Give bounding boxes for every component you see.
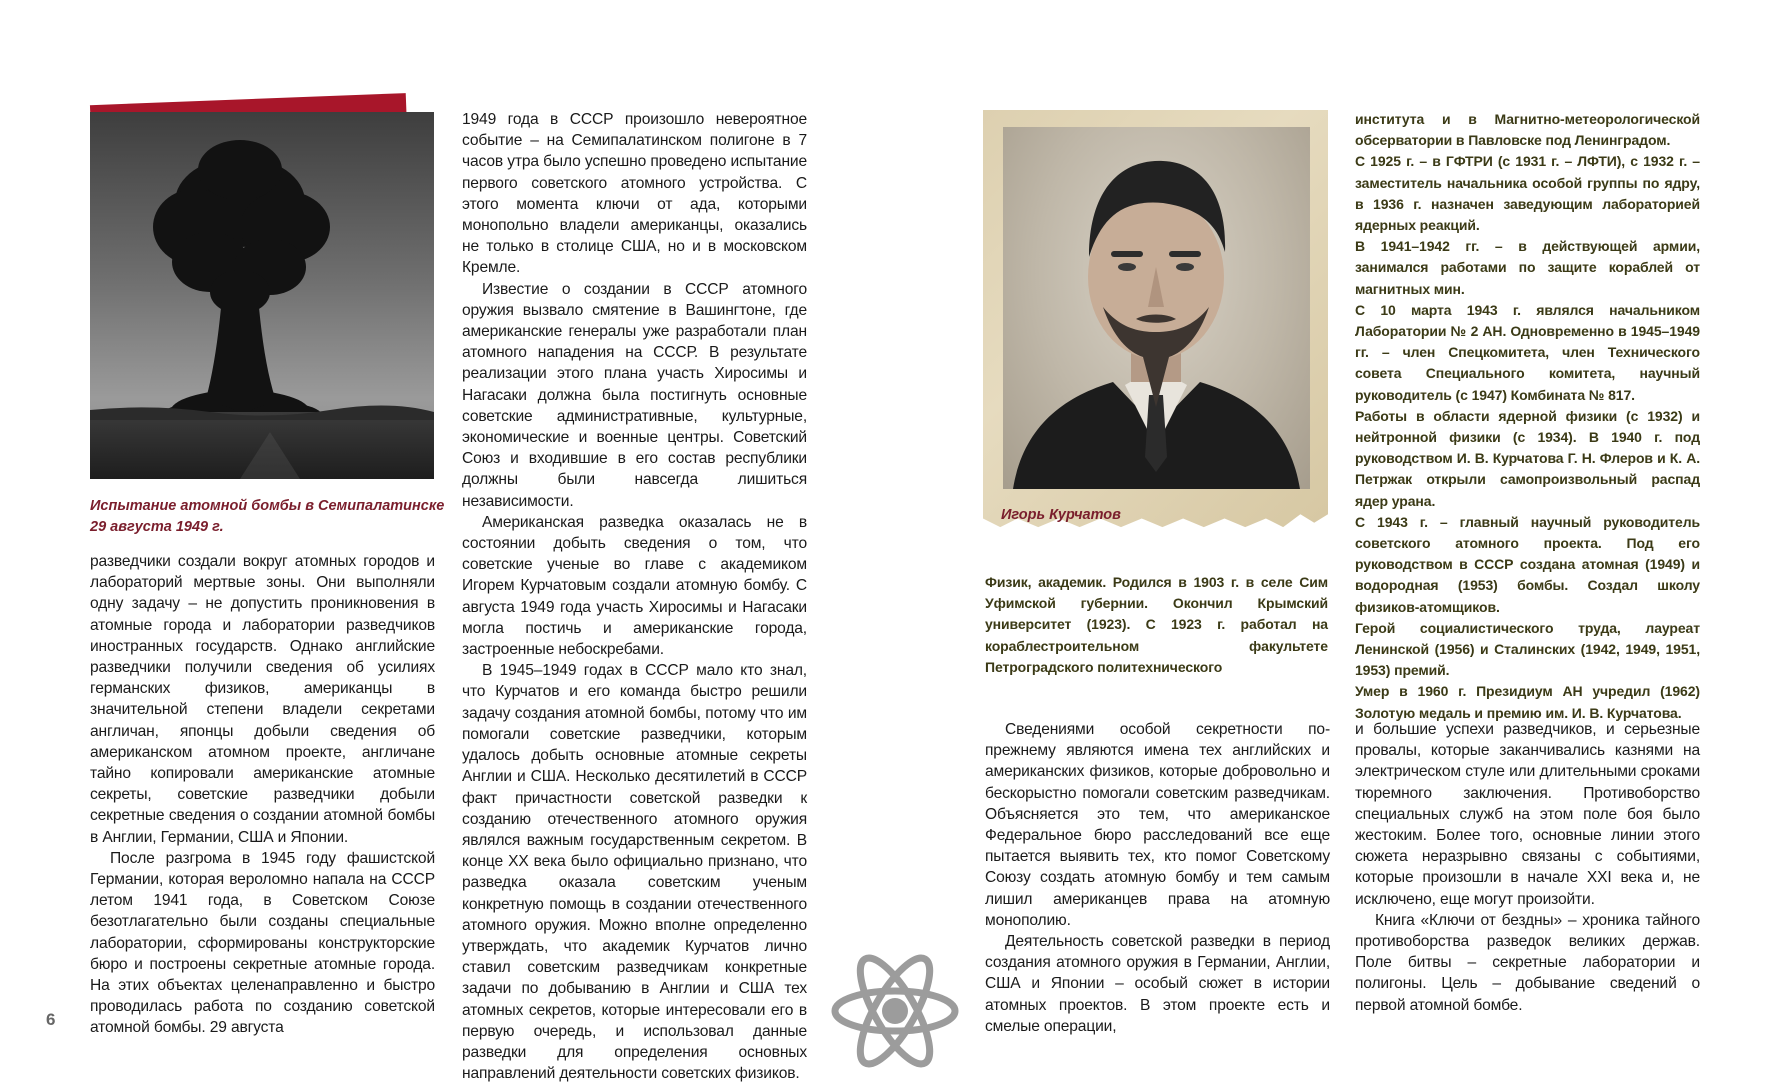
photo-caption bbox=[90, 496, 470, 538]
portrait-caption: Игорь Курчатов bbox=[1001, 507, 1121, 523]
kurchatov-portrait-photo bbox=[1003, 127, 1310, 489]
photo-caption-line2: 29 августа 1949 г. bbox=[90, 519, 224, 535]
paragraph: и большие успехи разведчиков, и серьезные провалы, которые заканчивались казнями на электрическом стуле или длительными сроками тюремного заключения. Противоборство специальных служб на этом поле боя было жестоким. Более того, основные линии этого сюжета неразрывно связаны с событиями, которые произошли в начале XXI века и, не исключено, еще могут произойти. bbox=[1355, 721, 1700, 908]
paragraph: Сведениями особой секретности по-прежнему являются имена тех английских и американских физиков, которые добровольно и бескорыстно помогали советским разведчикам. Объясняется это тем, что американское Федеральное бюро расследований все еще пытается выявить тех, кто помог Советскому Союзу создать атомную бомбу и тем самым лишил американцев права на атомную монополию. bbox=[985, 721, 1330, 929]
paragraph: Американская разведка оказалась не в состоянии добыть сведения о том, что советские ученые во главе с академиком Игорем Курчатовым создали атомную бомбу. С августа 1949 года участь Хиросимы и Нагасаки могла постичь и американские города, застроенные небоскребами. bbox=[462, 513, 807, 659]
bio-paragraph: Герой социалистического труда, лауреат Ленинской (1956) и Сталинских (1942, 1949, 1951, 1953) премий. bbox=[1355, 619, 1700, 679]
paragraph: Известие о создании в СССР атомного оружия вызвало смятение в Вашингтоне, где американские генералы уже разработали план атомного нападения на СССР. В результате реализации этого плана участь Хиросимы и Нагасаки должна была постигнуть основные советские административные, культурные, экономические и военные центры. Советский Союз и входившие в его состав республики должны были навсегда лишиться независимости. bbox=[462, 280, 807, 510]
bio-text-right bbox=[1355, 109, 1700, 724]
paragraph: разведчики создали вокруг атомных городов и лабораторий мертвые зоны. Они выполняли одну задачу – не допустить проникновения в атомные города и лаборатории разведчиков иностранных государств. Однако английские разведчики получили сведения об усилиях германских физиков, американцы в значительной степени владели секретами англичан, японцы добыли сведения об американском атомном проекте, англичане тайно копировали американские атомные секреты, советские разведчики добыли секретные сведения о создании атомной бомбы в Англии, Германии, США и Японии. bbox=[90, 553, 435, 846]
bio-paragraph: института и в Магнитно-метеорологической обсерватории в Павловске под Ленинградом. bbox=[1355, 111, 1700, 149]
mushroom-cloud-photo bbox=[90, 112, 434, 479]
bio-paragraph: Умер в 1960 г. Президиум АН учредил (1962) Золотую медаль и премию им. И. В. Курчатова. bbox=[1355, 683, 1700, 721]
paragraph: После разгрома в 1945 году фашистской Германии, которая вероломно напала на СССР летом 1941 года, в Советском Союзе безотлагательно были созданы специальные лаборатории, сформированы конструкторские бюро и построены секретные атомные города. На этих объектах целенаправленно и быстро проводилась работа по созданию советской атомной бомбы. 29 августа bbox=[90, 849, 435, 1037]
text-column-1 bbox=[90, 551, 435, 1039]
paragraph: Книга «Ключи от бездны» – хроника тайного противоборства разведок великих держав. Поле битвы – секретные лаборатории и полигоны. Цель – добывание сведений о первой атомной бомбе. bbox=[1355, 911, 1700, 1014]
bio-paragraph: С 1925 г. – в ГФТРИ (с 1931 г. – ЛФТИ), с 1932 г. – заместитель начальника особой группы по ядру, в 1936 г. назначен заведующим лабораторией ядерных реакций. bbox=[1355, 153, 1700, 234]
text-column-3 bbox=[985, 719, 1330, 1037]
page-number: 6 bbox=[46, 1010, 56, 1029]
text-column-2 bbox=[462, 109, 807, 1084]
paragraph: 1949 года в СССР произошло невероятное событие – на Семипалатинском полигоне в 7 часов утра было успешно проведено испытание первого советского атомного устройства. С этого момента ключи от ада, которыми монопольно владели американцы, оказались не только в столице США, но и в московском Кремле. bbox=[462, 111, 807, 277]
bio-text-left bbox=[985, 572, 1328, 678]
text-column-4 bbox=[1355, 719, 1700, 1016]
photo-caption-line1: Испытание атомной бомбы в Семипалатинске bbox=[90, 498, 445, 514]
paragraph: Деятельность советской разведки в период создания атомного оружия в Германии, Англии, США и Японии – особый сюжет в истории атомных проектов. В этом проекте есть и смелые операции, bbox=[985, 933, 1330, 1035]
atom-icon bbox=[829, 950, 961, 1072]
bio-paragraph: В 1941–1942 гг. – в действующей армии, занимался работами по защите кораблей от магнитных мин. bbox=[1355, 238, 1700, 297]
bio-paragraph: С 10 марта 1943 г. являлся начальником Лаборатории № 2 АН. Одновременно в 1945–1949 гг. – член Спецкомитета, член Технического совета Специального комитета, научный руководитель (с 1947) Комбината № 817. bbox=[1355, 301, 1700, 403]
bio-paragraph: Работы в области ядерной физики (с 1932) и нейтронной физики (с 1934). В 1940 г. под руководством И. В. Курчатова Г. Н. Флеров и К. А. Петржак открыли самопроизвольный распад ядер урана. bbox=[1355, 407, 1700, 509]
bio-paragraph: Физик, академик. Родился в 1903 г. в селе Сим Уфимской губернии. Окончил Крымский университет (1923). С 1923 г. работал на кораблестроительном факультете Петроградского политехнического bbox=[985, 574, 1328, 675]
paragraph: В 1945–1949 годах в СССР мало кто знал, что Курчатов и его команда быстро решили задачу создания атомной бомбы, потому что им помогали советские разведчики, которым удалось добыть основные атомные секреты Англии и США. Несколько десятилетий в СССР факт причастности советской разведки к созданию отечественного атомного оружия являлся важным государственным секретом. В конце XX века было официально признано, что разведка оказала советским ученым конкретную помощь в создании отечественного атомного оружия. Можно вполне определенно утверждать, что академик Курчатов лично ставил советским разведчикам конкретные задачи по добыванию в Англии и США тех атомных секретов, которые интересовали его в первую очередь, и использовал данные разведки для определения основных направлений деятельности советских физиков. bbox=[462, 662, 807, 1083]
bio-paragraph: С 1943 г. – главный научный руководитель советского атомного проекта. Под его руководством в СССР создана атомная (1949) и водородная (1953) бомбы. Создал школу физиков-атомщиков. bbox=[1355, 513, 1700, 615]
